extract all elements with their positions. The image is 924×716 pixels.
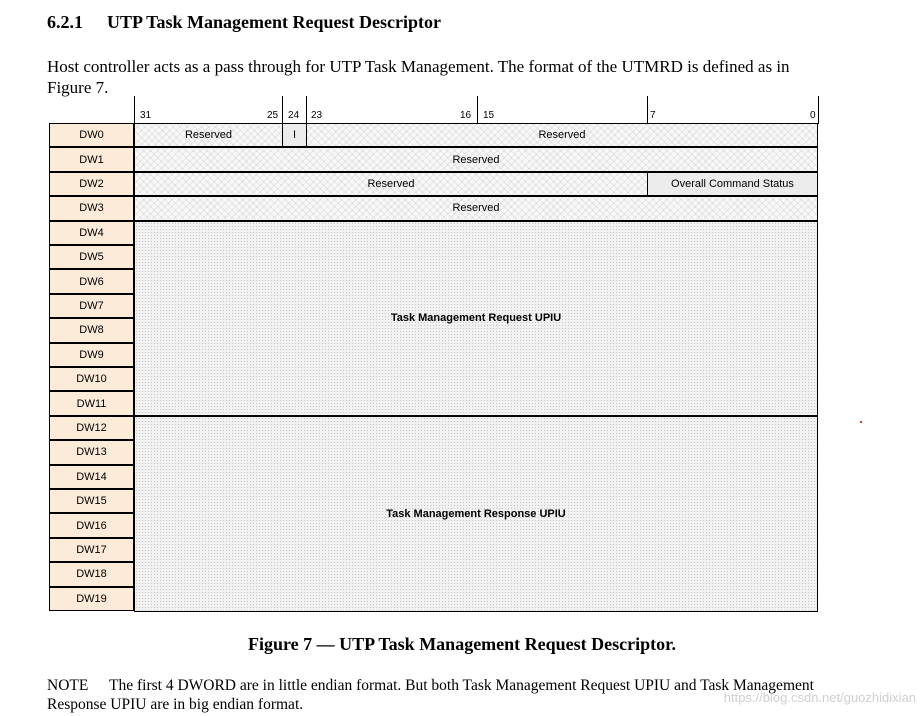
dword-label: DW3 [49, 196, 134, 220]
bit-tick [282, 96, 283, 124]
dword-label: DW0 [49, 123, 134, 147]
bit-label-23: 23 [311, 110, 323, 121]
dword-label: DW12 [49, 416, 134, 440]
dw0-reserved-high-field: Reserved [134, 123, 283, 147]
stray-mark [860, 421, 862, 423]
bit-label-7: 7 [650, 110, 656, 121]
intro-paragraph: Host controller acts as a pass through for UTP Task Management. The format of the UTMRD is defined as in Figure 7. [47, 57, 790, 97]
dw2-reserved-field: Reserved [134, 172, 648, 196]
section-number: 6.2.1 [47, 12, 83, 32]
bit-label-15: 15 [483, 110, 495, 121]
dword-label: DW1 [49, 147, 134, 171]
dword-label: DW5 [49, 245, 134, 269]
bit-label-31: 31 [140, 110, 152, 121]
dword-label: DW10 [49, 367, 134, 391]
bit-ruler [0, 96, 924, 124]
bit-tick [647, 96, 648, 124]
bit-tick [134, 96, 135, 124]
dword-label: DW4 [49, 221, 134, 245]
dword-label: DW19 [49, 587, 134, 611]
bit-label-0: 0 [810, 110, 816, 121]
dword-label: DW17 [49, 538, 134, 562]
descriptor-table [49, 123, 818, 612]
dword-label: DW16 [49, 513, 134, 537]
dword-label: DW11 [49, 391, 134, 415]
note-label: NOTE [47, 677, 89, 694]
bit-label-16: 16 [460, 110, 472, 121]
section-title: UTP Task Management Request Descriptor [107, 12, 441, 32]
dword-label: DW13 [49, 440, 134, 464]
dword-label: DW7 [49, 294, 134, 318]
note-text: The first 4 DWORD are in little endian format. But both Task Management Request UPIU and Task Management Response UPIU are in big endian format. [47, 677, 814, 713]
dword-label: DW2 [49, 172, 134, 196]
bit-tick [477, 96, 478, 124]
section-heading [47, 12, 441, 33]
bit-tick [818, 96, 819, 124]
dword-label: DW8 [49, 318, 134, 342]
dword-label: DW9 [49, 343, 134, 367]
bit-label-25: 25 [267, 110, 279, 121]
dw1-reserved-field: Reserved [134, 147, 818, 171]
dword-label: DW14 [49, 465, 134, 489]
dw3-reserved-field: Reserved [134, 196, 818, 220]
dw0-interrupt-field: I [282, 123, 307, 147]
dword-label: DW15 [49, 489, 134, 513]
task-management-response-upiu-field: Task Management Response UPIU [134, 416, 818, 612]
dw2-overall-command-status-field: Overall Command Status [647, 172, 818, 196]
dw0-reserved-low-field: Reserved [306, 123, 818, 147]
figure-caption: Figure 7 — UTP Task Management Request Descriptor. [247, 634, 676, 654]
dword-label: DW6 [49, 269, 134, 293]
bit-label-24: 24 [288, 110, 300, 121]
watermark: https://blog.csdn.net/guozhidixian [723, 690, 916, 705]
task-management-request-upiu-field: Task Management Request UPIU [134, 221, 818, 416]
dword-label: DW18 [49, 562, 134, 586]
bit-tick [306, 96, 307, 124]
